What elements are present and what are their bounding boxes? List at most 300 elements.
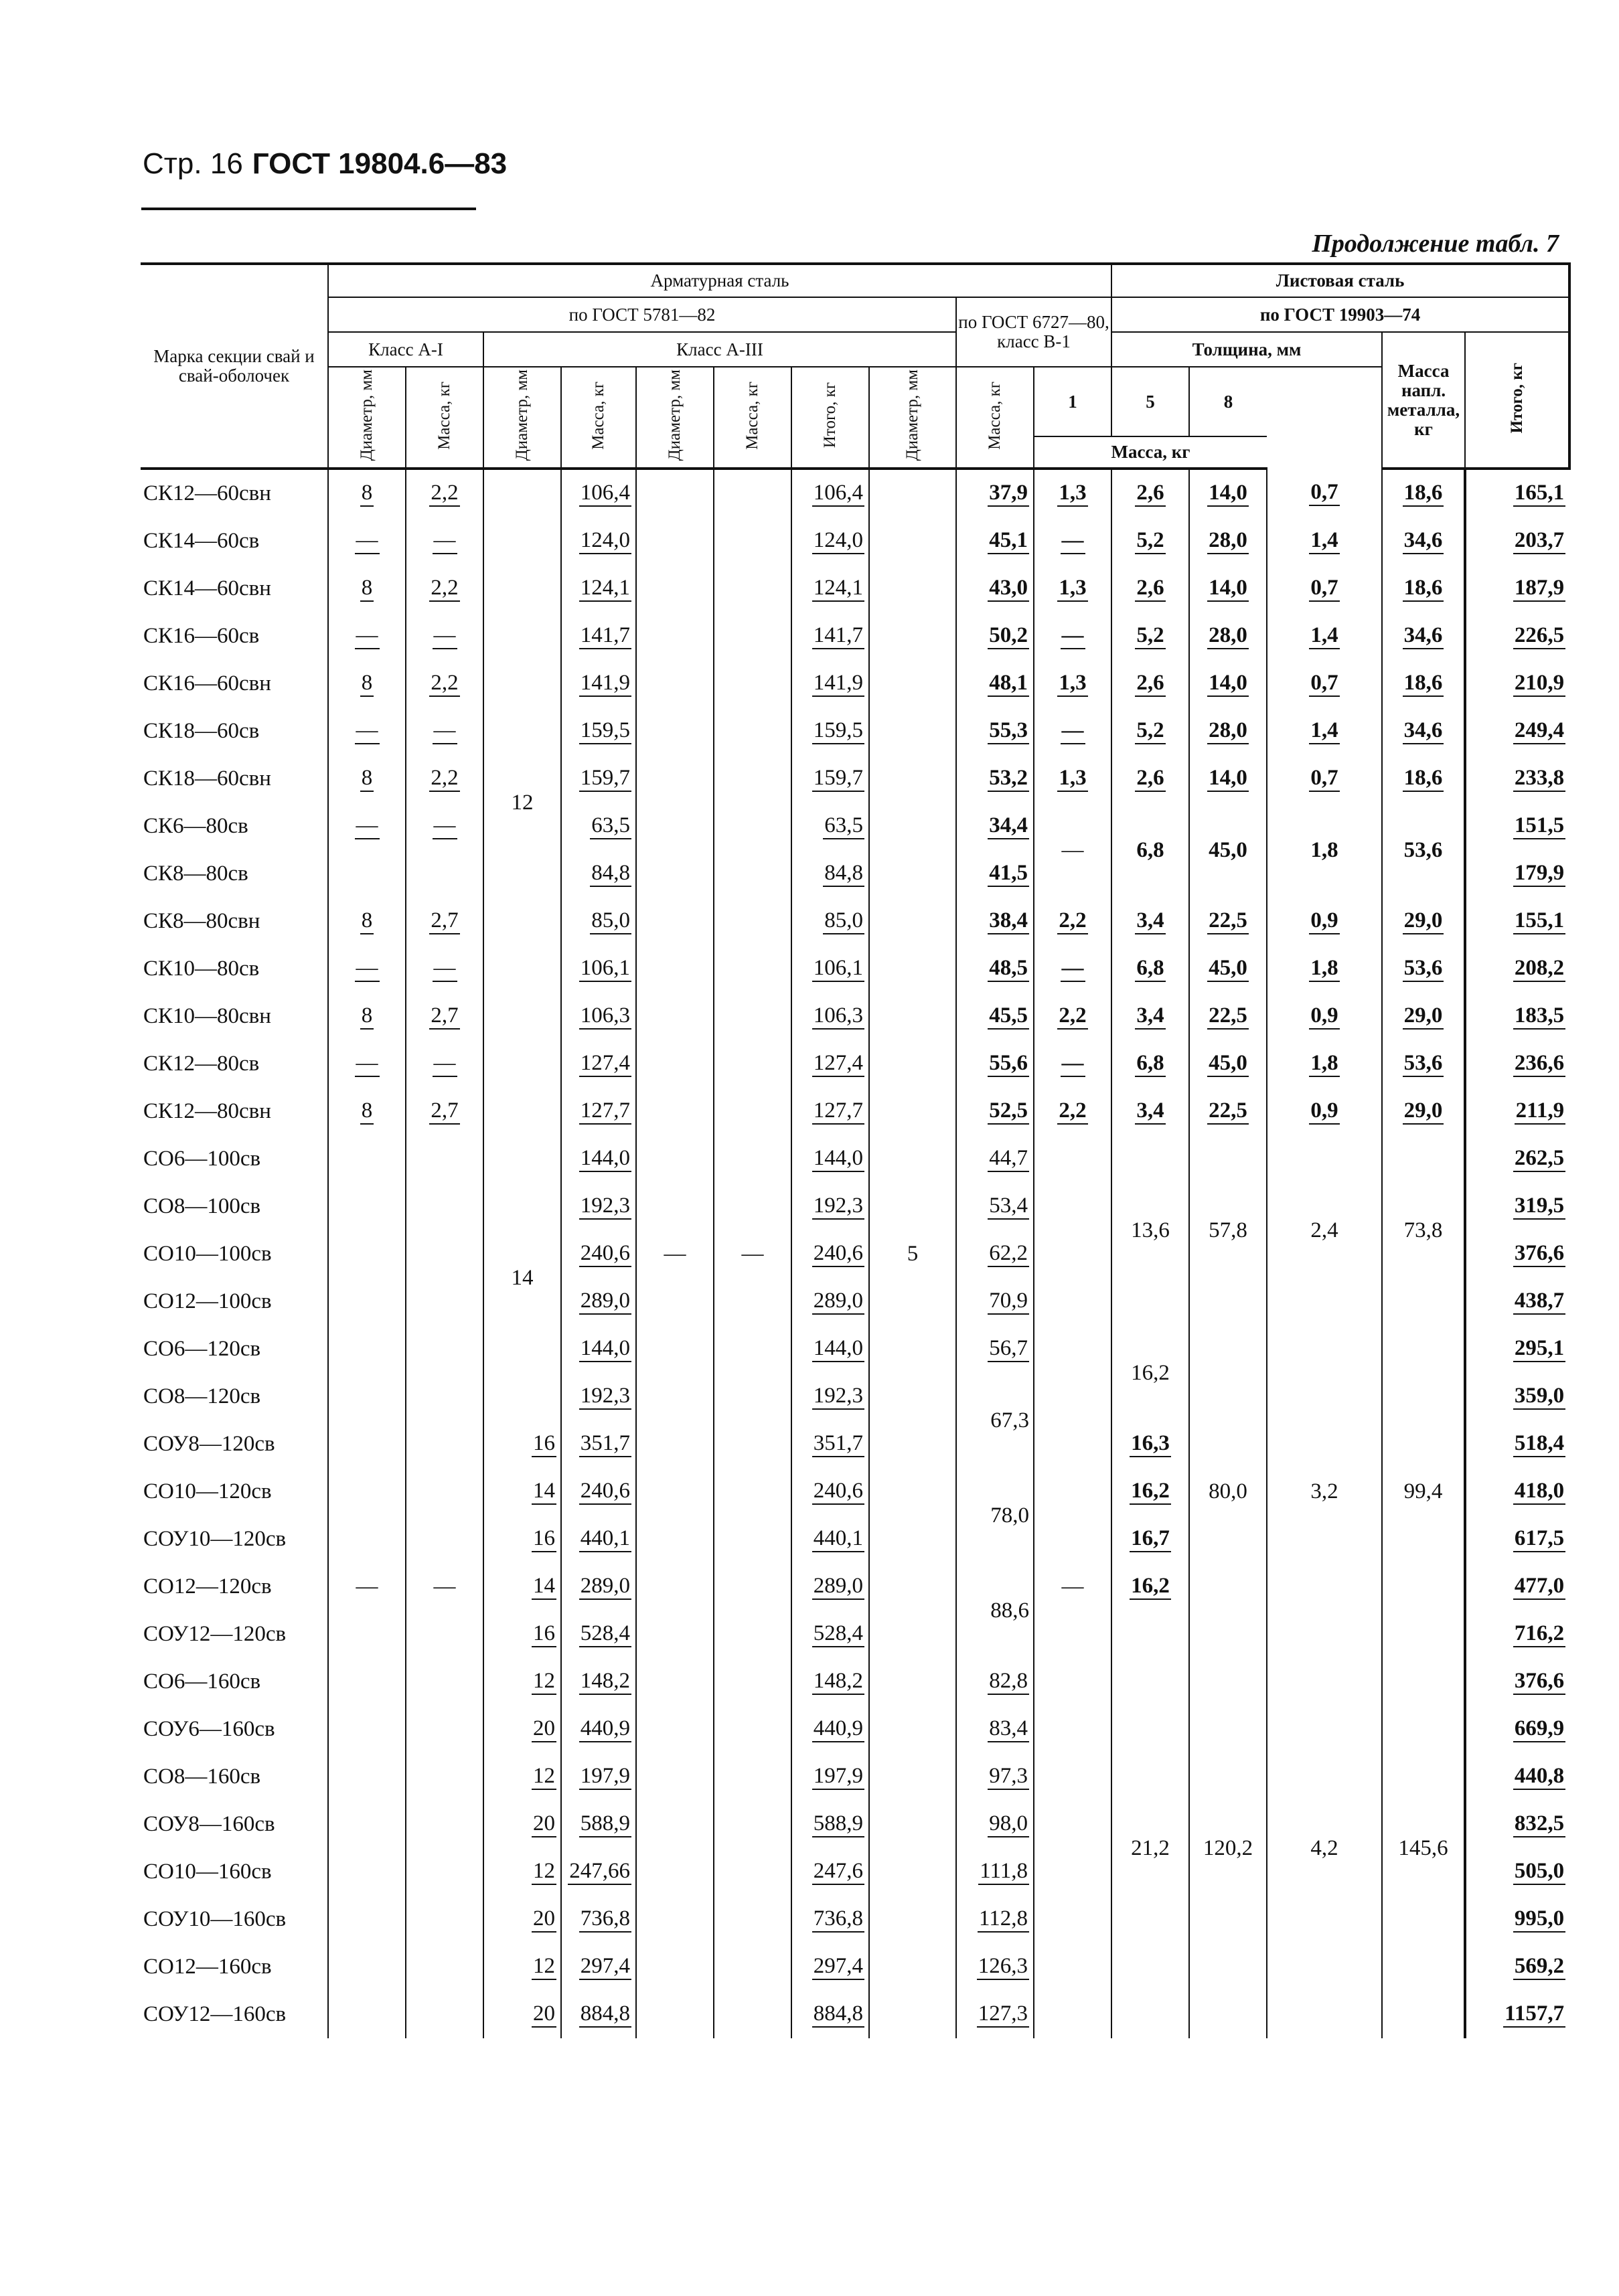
cell-a3m bbox=[561, 1848, 636, 1896]
cell-b1m bbox=[956, 1896, 1034, 1943]
cell-value: 192,3 bbox=[579, 1194, 631, 1220]
cell-a1m bbox=[406, 1088, 483, 1135]
cell-value: 28,0 bbox=[1207, 718, 1249, 744]
cell-value: 16,2 bbox=[1130, 1479, 1171, 1505]
cell-mark: СК16—60свн bbox=[143, 671, 271, 695]
cell-value: 477,0 bbox=[1513, 1574, 1565, 1600]
cell-total bbox=[1465, 1040, 1569, 1088]
cell-a3t bbox=[791, 1040, 869, 1088]
cell-value: 440,9 bbox=[812, 1716, 864, 1742]
cell-value: 8 bbox=[360, 1003, 374, 1030]
table-row bbox=[141, 755, 1569, 803]
cell-value: 2,6 bbox=[1135, 481, 1165, 507]
cell-value: 126,3 bbox=[977, 1954, 1029, 1980]
cell-a3t bbox=[791, 1183, 869, 1230]
header-thickness: Толщина, мм bbox=[1111, 332, 1382, 367]
cell-value: 832,5 bbox=[1513, 1811, 1565, 1837]
cell-b1m: 88,6 bbox=[956, 1563, 1034, 1658]
table-row bbox=[141, 660, 1569, 708]
table-row bbox=[141, 708, 1569, 755]
cell-value: 141,7 bbox=[812, 623, 864, 649]
cell-total bbox=[1465, 803, 1569, 850]
cell-s8 bbox=[1189, 612, 1267, 660]
cell-a1d bbox=[328, 993, 406, 1040]
cell-value: 144,0 bbox=[579, 1336, 631, 1362]
cell-a3t bbox=[791, 565, 869, 612]
cell-value: 53,2 bbox=[988, 766, 1029, 792]
cell-value: 155,1 bbox=[1513, 908, 1565, 934]
cell-st bbox=[1382, 660, 1465, 708]
cell-a3m bbox=[561, 1088, 636, 1135]
cell-a3m2: — bbox=[714, 469, 791, 2038]
column-header-a3-total: Итого, кг bbox=[791, 367, 869, 469]
cell-total bbox=[1465, 660, 1569, 708]
cell-value: 20 bbox=[532, 1906, 556, 1933]
cell-s8 bbox=[1189, 1088, 1267, 1135]
cell-value: 144,0 bbox=[812, 1146, 864, 1172]
table-row bbox=[141, 1088, 1569, 1135]
cell-s5 bbox=[1111, 1515, 1189, 1563]
cell-st: 99,4 bbox=[1382, 1325, 1465, 1658]
cell-a1m bbox=[406, 660, 483, 708]
cell-a3m bbox=[561, 1658, 636, 1706]
cell-total bbox=[1465, 1088, 1569, 1135]
table-header bbox=[141, 264, 1569, 469]
cell-value: 8 bbox=[360, 576, 374, 602]
cell-value: 3,4 bbox=[1135, 908, 1165, 934]
cell-value: 106,3 bbox=[579, 1003, 631, 1030]
cell-a1m bbox=[406, 1040, 483, 1088]
cell-value: 106,4 bbox=[579, 481, 631, 507]
cell-b1m bbox=[956, 850, 1034, 898]
cell-value: 148,2 bbox=[812, 1669, 864, 1695]
cell-s8 bbox=[1189, 1040, 1267, 1088]
cell-a3m bbox=[561, 1753, 636, 1801]
cell-b1m bbox=[956, 612, 1034, 660]
cell-value: 236,6 bbox=[1513, 1051, 1565, 1077]
cell-value: 43,0 bbox=[988, 576, 1029, 602]
cell-a3t bbox=[791, 1896, 869, 1943]
cell-value: 124,0 bbox=[579, 528, 631, 554]
cell-a1d bbox=[328, 1040, 406, 1088]
cell-a3t bbox=[791, 1991, 869, 2038]
header-sheet-steel: Листовая сталь bbox=[1111, 264, 1569, 297]
cell-mark: СОУ12—160св bbox=[143, 2002, 287, 2026]
table-row bbox=[141, 945, 1569, 993]
cell-value: 2,2 bbox=[1057, 908, 1087, 934]
cell-b1m bbox=[956, 1801, 1034, 1848]
cell-value: 884,8 bbox=[579, 2001, 631, 2028]
cell-value: 148,2 bbox=[579, 1669, 631, 1695]
cell-a3m bbox=[561, 1373, 636, 1420]
cell-a1d bbox=[328, 850, 406, 898]
cell-total bbox=[1465, 517, 1569, 565]
cell-a3t bbox=[791, 1706, 869, 1753]
cell-total bbox=[1465, 1658, 1569, 1706]
table-row bbox=[141, 1135, 1569, 1183]
cell-a3m bbox=[561, 612, 636, 660]
cell-a3t bbox=[791, 993, 869, 1040]
cell-a1d bbox=[328, 660, 406, 708]
cell-value: 226,5 bbox=[1513, 623, 1565, 649]
cell-value: 127,4 bbox=[579, 1051, 631, 1077]
cell-value: 124,1 bbox=[579, 576, 631, 602]
cell-b1m: 78,0 bbox=[956, 1468, 1034, 1563]
cell-total bbox=[1465, 1468, 1569, 1515]
cell-value: 2,2 bbox=[1057, 1003, 1087, 1030]
cell-value: 518,4 bbox=[1513, 1431, 1565, 1457]
header-class-a3: Класс А-III bbox=[483, 332, 956, 367]
cell-total bbox=[1465, 993, 1569, 1040]
cell-value: 0,9 bbox=[1309, 1003, 1339, 1030]
cell-value: 45,0 bbox=[1207, 956, 1249, 982]
cell-value: 127,7 bbox=[812, 1098, 864, 1125]
cell-s5 bbox=[1111, 1088, 1189, 1135]
cell-a3t bbox=[791, 945, 869, 993]
cell-value: 141,9 bbox=[579, 671, 631, 697]
cell-value: 14,0 bbox=[1207, 481, 1249, 507]
cell-s5 bbox=[1111, 612, 1189, 660]
cell-st bbox=[1382, 565, 1465, 612]
cell-s8: 57,8 bbox=[1189, 1135, 1267, 1325]
cell-value: 84,8 bbox=[590, 861, 631, 887]
header-armature-steel: Арматурная сталь bbox=[328, 264, 1111, 297]
cell-value: 1,8 bbox=[1309, 956, 1339, 982]
cell-sw bbox=[1267, 898, 1382, 945]
cell-value: 588,9 bbox=[579, 1811, 631, 1837]
cell-value: 20 bbox=[532, 1716, 556, 1742]
cell-a3m bbox=[561, 1801, 636, 1848]
cell-a3t bbox=[791, 1563, 869, 1611]
cell-a3d bbox=[483, 1515, 561, 1563]
table-continuation-label: Продолжение табл. 7 bbox=[1312, 230, 1559, 258]
cell-value: — bbox=[355, 528, 380, 554]
cell-value: 351,7 bbox=[579, 1431, 631, 1457]
cell-mark: СОУ12—120св bbox=[143, 1622, 287, 1646]
cell-b1m: 67,3 bbox=[956, 1373, 1034, 1468]
cell-value: 297,4 bbox=[579, 1954, 631, 1980]
column-header-a3-diameter-2: Диаметр, мм bbox=[636, 367, 714, 469]
cell-mark: СК16—60св bbox=[143, 624, 260, 648]
cell-value: 14,0 bbox=[1207, 576, 1249, 602]
cell-a3t bbox=[791, 660, 869, 708]
cell-a3m bbox=[561, 803, 636, 850]
cell-mark: СО6—120св bbox=[143, 1337, 261, 1361]
cell-value: 159,5 bbox=[579, 718, 631, 744]
cell-value: 2,6 bbox=[1135, 766, 1165, 792]
cell-a1m bbox=[406, 517, 483, 565]
cell-value: 20 bbox=[532, 2001, 556, 2028]
cell-mark: СК12—80свн bbox=[143, 1099, 271, 1123]
cell-sw: 4,2 bbox=[1267, 1658, 1382, 2038]
cell-value: 55,3 bbox=[988, 718, 1029, 744]
cell-value: 187,9 bbox=[1513, 576, 1565, 602]
cell-value: 262,5 bbox=[1513, 1146, 1565, 1172]
cell-value: 62,2 bbox=[988, 1241, 1029, 1267]
header-rule bbox=[141, 208, 476, 210]
cell-s1: — bbox=[1034, 1135, 1111, 2038]
cell-a1d bbox=[328, 565, 406, 612]
cell-mark: СК6—80св bbox=[143, 814, 248, 838]
cell-s5 bbox=[1111, 708, 1189, 755]
cell-value: 14,0 bbox=[1207, 766, 1249, 792]
table-row bbox=[141, 565, 1569, 612]
cell-s8 bbox=[1189, 708, 1267, 755]
column-header-a3-mass-1: Масса, кг bbox=[561, 367, 636, 469]
cell-st bbox=[1382, 993, 1465, 1040]
cell-a1m bbox=[406, 612, 483, 660]
cell-value: 240,6 bbox=[812, 1479, 864, 1505]
cell-value: 3,4 bbox=[1135, 1003, 1165, 1030]
cell-a3d bbox=[483, 1991, 561, 2038]
cell-value: 14 bbox=[532, 1574, 556, 1600]
cell-a3t bbox=[791, 1088, 869, 1135]
cell-s1 bbox=[1034, 565, 1111, 612]
cell-value: 44,7 bbox=[988, 1146, 1029, 1172]
cell-a3d bbox=[483, 1896, 561, 1943]
cell-value: 6,8 bbox=[1135, 956, 1165, 982]
cell-a3t bbox=[791, 1943, 869, 1991]
header-gost-6727: по ГОСТ 6727—80, класс В-1 bbox=[956, 297, 1111, 367]
cell-mark: СК14—60свн bbox=[143, 576, 271, 600]
cell-value: 18,6 bbox=[1403, 671, 1444, 697]
table-body bbox=[141, 469, 1569, 2038]
cell-a1d bbox=[328, 755, 406, 803]
cell-s8 bbox=[1189, 565, 1267, 612]
cell-sw bbox=[1267, 708, 1382, 755]
cell-value: 376,6 bbox=[1513, 1669, 1565, 1695]
cell-value: 112,8 bbox=[978, 1906, 1029, 1933]
cell-value: 210,9 bbox=[1513, 671, 1565, 697]
steel-consumption-table bbox=[141, 262, 1569, 2038]
cell-mark: СО6—100св bbox=[143, 1147, 261, 1171]
cell-a3m bbox=[561, 945, 636, 993]
cell-value: 179,9 bbox=[1513, 861, 1565, 887]
cell-value: 6,8 bbox=[1135, 1051, 1165, 1077]
cell-value: 319,5 bbox=[1513, 1194, 1565, 1220]
cell-total bbox=[1465, 850, 1569, 898]
cell-value: 53,6 bbox=[1403, 956, 1444, 982]
cell-sw bbox=[1267, 945, 1382, 993]
cell-st bbox=[1382, 469, 1465, 517]
cell-value: 97,3 bbox=[988, 1764, 1029, 1790]
cell-total bbox=[1465, 945, 1569, 993]
cell-s1 bbox=[1034, 755, 1111, 803]
cell-value: 14 bbox=[532, 1479, 556, 1505]
cell-value: 2,7 bbox=[429, 1003, 459, 1030]
cell-sw: 3,2 bbox=[1267, 1325, 1382, 1658]
cell-value: 569,2 bbox=[1513, 1954, 1565, 1980]
table-row bbox=[141, 803, 1569, 850]
cell-s5: 6,8 bbox=[1111, 803, 1189, 898]
cell-value: 0,7 bbox=[1309, 766, 1339, 792]
cell-s1 bbox=[1034, 660, 1111, 708]
table-row bbox=[141, 612, 1569, 660]
cell-value: 159,7 bbox=[812, 766, 864, 792]
cell-value: — bbox=[355, 1051, 380, 1077]
cell-value: 2,2 bbox=[429, 481, 459, 507]
column-header-b1-mass: Масса, кг bbox=[956, 367, 1034, 469]
cell-value: — bbox=[433, 813, 457, 839]
cell-b1m bbox=[956, 1135, 1034, 1183]
cell-mark: СО12—120св bbox=[143, 1574, 272, 1598]
column-header-a3-mass-2: Масса, кг bbox=[714, 367, 791, 469]
cell-sw: 2,4 bbox=[1267, 1135, 1382, 1325]
cell-s5 bbox=[1111, 469, 1189, 517]
cell-s5: 13,6 bbox=[1111, 1135, 1189, 1325]
cell-s8 bbox=[1189, 945, 1267, 993]
cell-value: — bbox=[355, 718, 380, 744]
cell-st bbox=[1382, 1040, 1465, 1088]
cell-sw: 1,8 bbox=[1267, 803, 1382, 898]
cell-sw bbox=[1267, 517, 1382, 565]
cell-value: 22,5 bbox=[1207, 908, 1249, 934]
cell-value: 50,2 bbox=[988, 623, 1029, 649]
cell-total bbox=[1465, 1230, 1569, 1278]
cell-value: 124,0 bbox=[812, 528, 864, 554]
cell-value: 438,7 bbox=[1513, 1289, 1565, 1315]
cell-value: 106,4 bbox=[812, 481, 864, 507]
cell-a1m bbox=[406, 803, 483, 850]
cell-a3t bbox=[791, 469, 869, 517]
cell-value: 440,8 bbox=[1513, 1764, 1565, 1790]
cell-value: 45,5 bbox=[988, 1003, 1029, 1030]
cell-value: 41,5 bbox=[988, 861, 1029, 887]
cell-value: 34,6 bbox=[1403, 528, 1444, 554]
cell-st bbox=[1382, 755, 1465, 803]
cell-a1d bbox=[328, 898, 406, 945]
cell-value: 240,6 bbox=[812, 1241, 864, 1267]
cell-a3t bbox=[791, 850, 869, 898]
cell-a3d bbox=[483, 1801, 561, 1848]
cell-a3t bbox=[791, 1278, 869, 1325]
column-header-mark: Марка секции свай и свай-оболочек bbox=[141, 264, 328, 469]
cell-value: 53,4 bbox=[988, 1194, 1029, 1220]
table-row bbox=[141, 898, 1569, 945]
cell-value: 127,3 bbox=[977, 2001, 1029, 2028]
header-gost-5781: по ГОСТ 5781—82 bbox=[328, 297, 956, 332]
cell-value: 34,4 bbox=[988, 813, 1029, 839]
cell-value: 588,9 bbox=[812, 1811, 864, 1837]
cell-value: 505,0 bbox=[1513, 1859, 1565, 1885]
cell-value: 1,4 bbox=[1309, 623, 1339, 649]
cell-value: 289,0 bbox=[812, 1289, 864, 1315]
cell-value: 2,2 bbox=[429, 671, 459, 697]
cell-mark: СК8—80свн bbox=[143, 909, 260, 933]
cell-a3t bbox=[791, 1753, 869, 1801]
cell-total bbox=[1465, 1563, 1569, 1611]
cell-value: — bbox=[433, 623, 457, 649]
cell-s8: 120,2 bbox=[1189, 1658, 1267, 2038]
cell-b1m bbox=[956, 1278, 1034, 1325]
table-row bbox=[141, 1040, 1569, 1088]
cell-sw bbox=[1267, 612, 1382, 660]
cell-total bbox=[1465, 898, 1569, 945]
cell-a3t bbox=[791, 612, 869, 660]
cell-b1m bbox=[956, 1753, 1034, 1801]
cell-a3m bbox=[561, 1230, 636, 1278]
cell-value: 52,5 bbox=[988, 1098, 1029, 1125]
cell-value: 56,7 bbox=[988, 1336, 1029, 1362]
cell-a3d bbox=[483, 1706, 561, 1753]
cell-value: 12 bbox=[532, 1764, 556, 1790]
cell-total bbox=[1465, 469, 1569, 517]
cell-value: 240,6 bbox=[579, 1479, 631, 1505]
cell-mark: СК14—60св bbox=[143, 529, 260, 553]
cell-s5 bbox=[1111, 1040, 1189, 1088]
cell-sw bbox=[1267, 660, 1382, 708]
cell-value: 12 bbox=[532, 1954, 556, 1980]
cell-s1 bbox=[1034, 993, 1111, 1040]
cell-value: 359,0 bbox=[1513, 1384, 1565, 1410]
cell-total bbox=[1465, 1325, 1569, 1373]
cell-a3t bbox=[791, 1515, 869, 1563]
header-class-a1: Класс А-I bbox=[328, 332, 483, 367]
cell-s1 bbox=[1034, 1088, 1111, 1135]
cell-a1m bbox=[406, 565, 483, 612]
cell-a3m bbox=[561, 755, 636, 803]
cell-value: 53,6 bbox=[1403, 1051, 1444, 1077]
cell-value: 1,3 bbox=[1057, 481, 1087, 507]
cell-value: 1,4 bbox=[1309, 718, 1339, 744]
cell-value: 1,8 bbox=[1309, 1051, 1339, 1077]
cell-value: 106,3 bbox=[812, 1003, 864, 1030]
cell-value: 2,6 bbox=[1135, 576, 1165, 602]
cell-st bbox=[1382, 1088, 1465, 1135]
cell-a1m bbox=[406, 945, 483, 993]
cell-s1 bbox=[1034, 469, 1111, 517]
cell-mark: СК18—60св bbox=[143, 719, 260, 743]
cell-s8 bbox=[1189, 469, 1267, 517]
cell-value: 111,8 bbox=[978, 1859, 1029, 1885]
cell-a3d bbox=[483, 1563, 561, 1611]
cell-mark: СО8—160св bbox=[143, 1765, 261, 1789]
cell-total bbox=[1465, 1420, 1569, 1468]
column-header-a3-diameter-1: Диаметр, мм bbox=[483, 367, 561, 469]
cell-s1 bbox=[1034, 945, 1111, 993]
column-header-thickness-1: 1 bbox=[1034, 367, 1111, 436]
cell-value: 247,66 bbox=[568, 1859, 631, 1885]
standard-number: ГОСТ 19804.6—83 bbox=[252, 147, 508, 180]
cell-value: 34,6 bbox=[1403, 718, 1444, 744]
cell-a1d bbox=[328, 517, 406, 565]
cell-value: 16,3 bbox=[1130, 1431, 1171, 1457]
cell-value: 159,7 bbox=[579, 766, 631, 792]
cell-value: 884,8 bbox=[812, 2001, 864, 2028]
cell-b1m bbox=[956, 755, 1034, 803]
cell-mark: СО10—100св bbox=[143, 1242, 272, 1266]
cell-value: 29,0 bbox=[1403, 1003, 1444, 1030]
cell-value: — bbox=[1061, 528, 1085, 554]
cell-s8 bbox=[1189, 517, 1267, 565]
cell-value: 208,2 bbox=[1513, 956, 1565, 982]
cell-sw bbox=[1267, 993, 1382, 1040]
cell-a3d bbox=[483, 1848, 561, 1896]
cell-value: 144,0 bbox=[579, 1146, 631, 1172]
page-header bbox=[143, 147, 507, 181]
cell-a1d bbox=[328, 612, 406, 660]
cell-value: 2,2 bbox=[1057, 1098, 1087, 1125]
cell-value: 995,0 bbox=[1513, 1906, 1565, 1933]
cell-mark: СОУ8—120св bbox=[143, 1432, 275, 1456]
cell-b1m bbox=[956, 517, 1034, 565]
cell-value: 48,1 bbox=[988, 671, 1029, 697]
cell-a3m bbox=[561, 1420, 636, 1468]
cell-value: 63,5 bbox=[590, 813, 631, 839]
cell-st bbox=[1382, 945, 1465, 993]
page-number: Стр. 16 bbox=[143, 147, 243, 180]
cell-a3m bbox=[561, 1040, 636, 1088]
